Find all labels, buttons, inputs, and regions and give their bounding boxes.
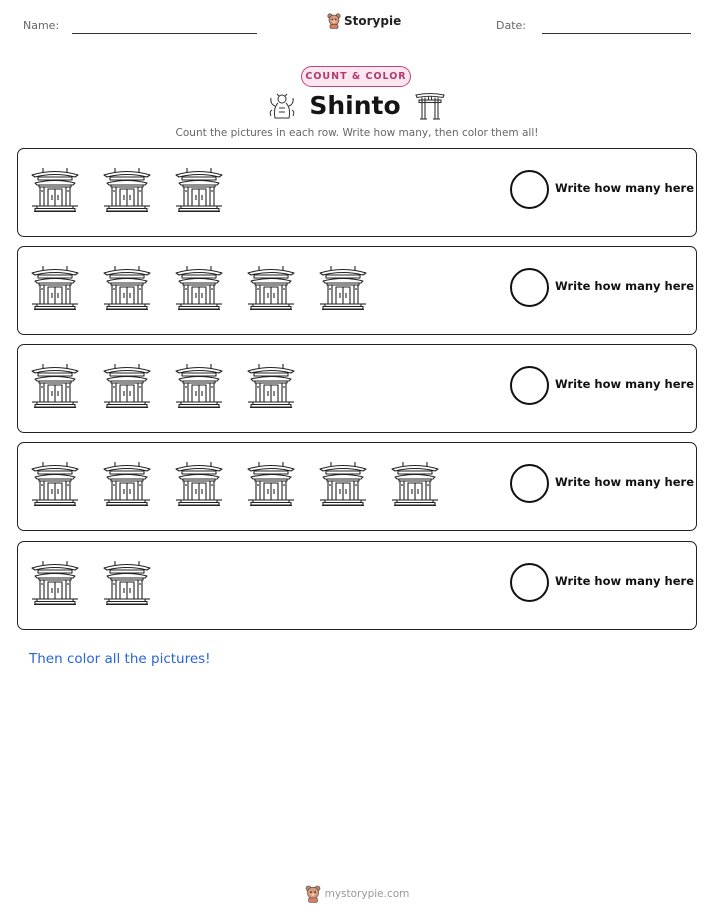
count-row-2: [17, 246, 697, 335]
closing-instruction: Then color all the pictures!: [29, 651, 211, 667]
shrine-icon[interactable]: [174, 360, 224, 410]
shrine-icon[interactable]: [102, 360, 152, 410]
answer-circle[interactable]: [510, 366, 549, 405]
answer-circle[interactable]: [510, 464, 549, 503]
shrine-icon[interactable]: [102, 458, 152, 508]
answer-label: Write how many here: [555, 279, 694, 293]
shrine-icon[interactable]: [390, 458, 440, 508]
shrine-icon[interactable]: [30, 557, 80, 607]
shrine-icon[interactable]: [246, 262, 296, 312]
name-label: Name:: [23, 19, 60, 32]
count-row-3: [17, 344, 697, 433]
bear-mascot-icon: [305, 885, 321, 903]
shrine-icon[interactable]: [30, 360, 80, 410]
pictures: [30, 458, 440, 508]
shrine-icon[interactable]: [318, 458, 368, 508]
name-line[interactable]: [72, 33, 257, 34]
site-url: mystorypie.com: [324, 888, 410, 900]
pictures: [30, 557, 152, 607]
shrine-icon[interactable]: [30, 262, 80, 312]
shrine-icon[interactable]: [174, 164, 224, 214]
answer-circle[interactable]: [510, 170, 549, 209]
pictures: [30, 164, 224, 214]
title-row: [0, 91, 714, 120]
answer-circle[interactable]: [510, 268, 549, 307]
page-title: Shinto: [309, 91, 401, 120]
instructions: Count the pictures in each row. Write how many, then color them all!: [175, 127, 539, 139]
date-line[interactable]: [542, 33, 691, 34]
answer-label: Write how many here: [555, 377, 694, 391]
shrine-icon[interactable]: [246, 360, 296, 410]
answer-label: Write how many here: [555, 475, 694, 489]
count-row-1: [17, 148, 697, 237]
activity-badge: COUNT & COLOR: [301, 66, 411, 87]
kami-spirit-icon: [269, 92, 295, 120]
torii-gate-icon: [415, 92, 445, 120]
shrine-icon[interactable]: [102, 262, 152, 312]
brand-logo: [327, 13, 401, 29]
shrine-icon[interactable]: [102, 557, 152, 607]
shrine-icon[interactable]: [30, 458, 80, 508]
shrine-icon[interactable]: [102, 164, 152, 214]
answer-label: Write how many here: [555, 181, 694, 195]
brand-name: Storypie: [344, 14, 402, 28]
answer-circle[interactable]: [510, 563, 549, 602]
site-footer: [0, 885, 714, 903]
pictures: [30, 360, 296, 410]
shrine-icon[interactable]: [318, 262, 368, 312]
bear-mascot-icon: [327, 13, 341, 29]
pictures: [30, 262, 368, 312]
shrine-icon[interactable]: [30, 164, 80, 214]
shrine-icon[interactable]: [174, 262, 224, 312]
shrine-icon[interactable]: [246, 458, 296, 508]
date-label: Date:: [496, 19, 526, 32]
answer-label: Write how many here: [555, 574, 694, 588]
count-row-4: [17, 442, 697, 531]
shrine-icon[interactable]: [174, 458, 224, 508]
count-row-5: [17, 541, 697, 630]
